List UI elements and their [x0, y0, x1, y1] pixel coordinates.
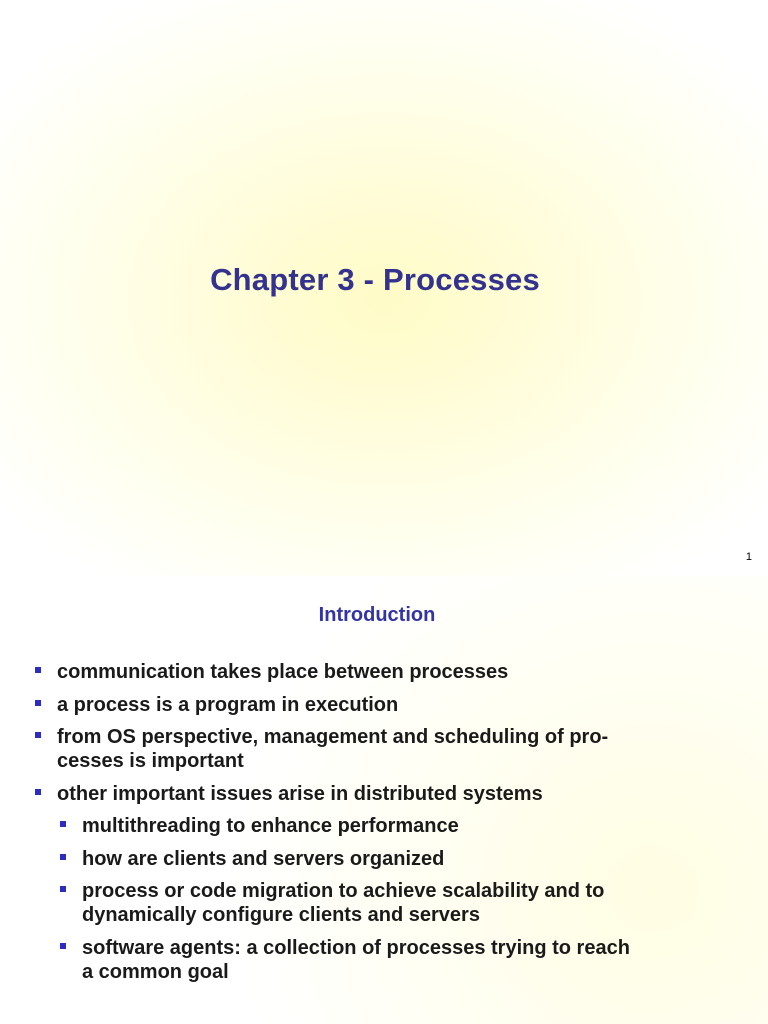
bullet-square-icon: [35, 667, 41, 673]
bullet-line: process or code migration to achieve scalability and to: [82, 880, 605, 902]
bullet-line: how are clients and servers organized: [82, 847, 445, 870]
sub-bullet-item: [34, 936, 739, 984]
bullet-line: multithreading to enhance performance: [82, 815, 459, 837]
bullet-line: from OS perspective, management and scheduling of pro-: [57, 726, 609, 748]
bullet-square-icon: [35, 789, 41, 795]
bullet-line: communication takes place between processes: [57, 661, 509, 683]
sub-bullet-item: [34, 879, 739, 927]
bullet-line: cesses is important: [57, 750, 244, 772]
bullet-line: a common goal: [82, 960, 229, 983]
sub-bullet-item: [34, 847, 739, 871]
bullet-item: [34, 725, 739, 773]
bullet-line: software agents: a collection of processes trying to reach: [82, 936, 630, 959]
bullet-square-icon: [60, 821, 66, 827]
bullet-line: other important issues arise in distributed systems: [57, 782, 543, 805]
bullet-item: [34, 782, 739, 806]
bullet-square-icon: [35, 700, 41, 706]
sub-bullet-item: [34, 814, 739, 838]
bullet-square-icon: [60, 943, 66, 949]
bullet-list: [34, 660, 739, 984]
section-title: Introduction: [318, 604, 436, 626]
bullet-square-icon: [60, 854, 66, 860]
bullet-line: dynamically configure clients and servers: [82, 904, 480, 926]
bullet-square-icon: [60, 886, 66, 892]
page-number: 1: [745, 551, 752, 563]
bullet-square-icon: [35, 732, 41, 738]
chapter-title: Chapter 3 - Processes: [210, 262, 540, 297]
introduction-slide: [0, 576, 768, 1024]
bullet-item: [34, 693, 739, 717]
bullet-item: [34, 660, 739, 684]
bullet-line: a process is a program in execution: [57, 693, 399, 716]
